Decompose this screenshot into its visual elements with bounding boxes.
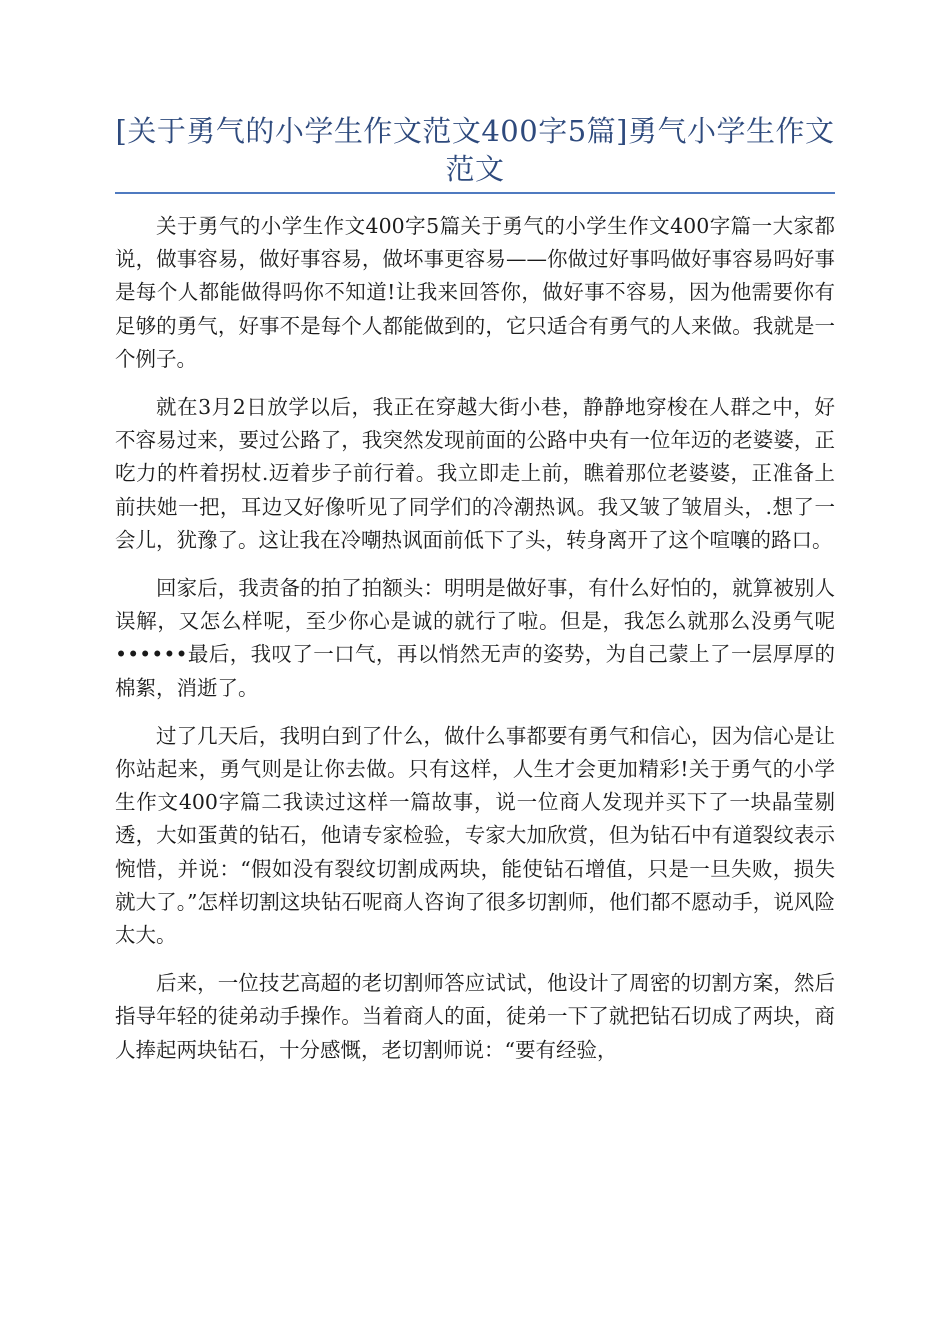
title-underline	[115, 192, 835, 194]
paragraph-1: 关于勇气的小学生作文400字5篇关于勇气的小学生作文400字篇一大家都说，做事容易，做好事容易，做坏事更容易——你做过好事吗做好事容易吗好事是每个人都能做得吗你不知道!让我来回答你，做好事不容易，因为他需要你有足够的勇气，好事不是每个人都能做到的，它只适合有勇气的人来做。我就是一个例子。	[115, 214, 835, 371]
paragraph-3: 回家后，我责备的拍了拍额头：明明是做好事，有什么好怕的，就算被别人误解，又怎么样呢，至少你心是诚的就行了啦。但是，我怎么就那么没勇气呢••••••最后，我叹了一口气，再以悄然无声的姿势，为自己蒙上了一层厚厚的棉絮，消逝了。	[115, 576, 835, 700]
document-body	[115, 210, 835, 1082]
paragraph-2: 就在3月2日放学以后，我正在穿越大街小巷，静静地穿梭在人群之中，好不容易过来，要过公路了，我突然发现前面的公路中央有一位年迈的老婆婆，正吃力的杵着拐杖.迈着步子前行着。我立即走上前，瞧着那位老婆婆，正准备上前扶她一把，耳边又好像听见了同学们的冷潮热讽。我又皱了皱眉头，.想了一会儿，犹豫了。这让我在冷嘲热讽面前低下了头，转身离开了这个喧嚷的路口。	[115, 395, 835, 552]
document-title: [关于勇气的小学生作文范文400字5篇]勇气小学生作文范文	[115, 114, 835, 186]
title-block	[115, 112, 835, 194]
paragraph-5: 后来，一位技艺高超的老切割师答应试试，他设计了周密的切割方案，然后指导年轻的徒弟动手操作。当着商人的面，徒弟一下了就把钻石切成了两块，商人捧起两块钻石，十分感慨，老切割师说：“要有经验，	[115, 971, 835, 1062]
paragraph-4: 过了几天后，我明白到了什么，做什么事都要有勇气和信心，因为信心是让你站起来，勇气则是让你去做。只有这样，人生才会更加精彩!关于勇气的小学生作文400字篇二我读过这样一篇故事，说一位商人发现并买下了一块晶莹剔透，大如蛋黄的钻石，他请专家检验，专家大加欣赏，但为钻石中有道裂纹表示惋惜，并说：“假如没有裂纹切割成两块，能使钻石增值，只是一旦失败，损失就大了。”怎样切割这块钻石呢商人咨询了很多切割师，他们都不愿动手，说风险太大。	[115, 723, 835, 948]
